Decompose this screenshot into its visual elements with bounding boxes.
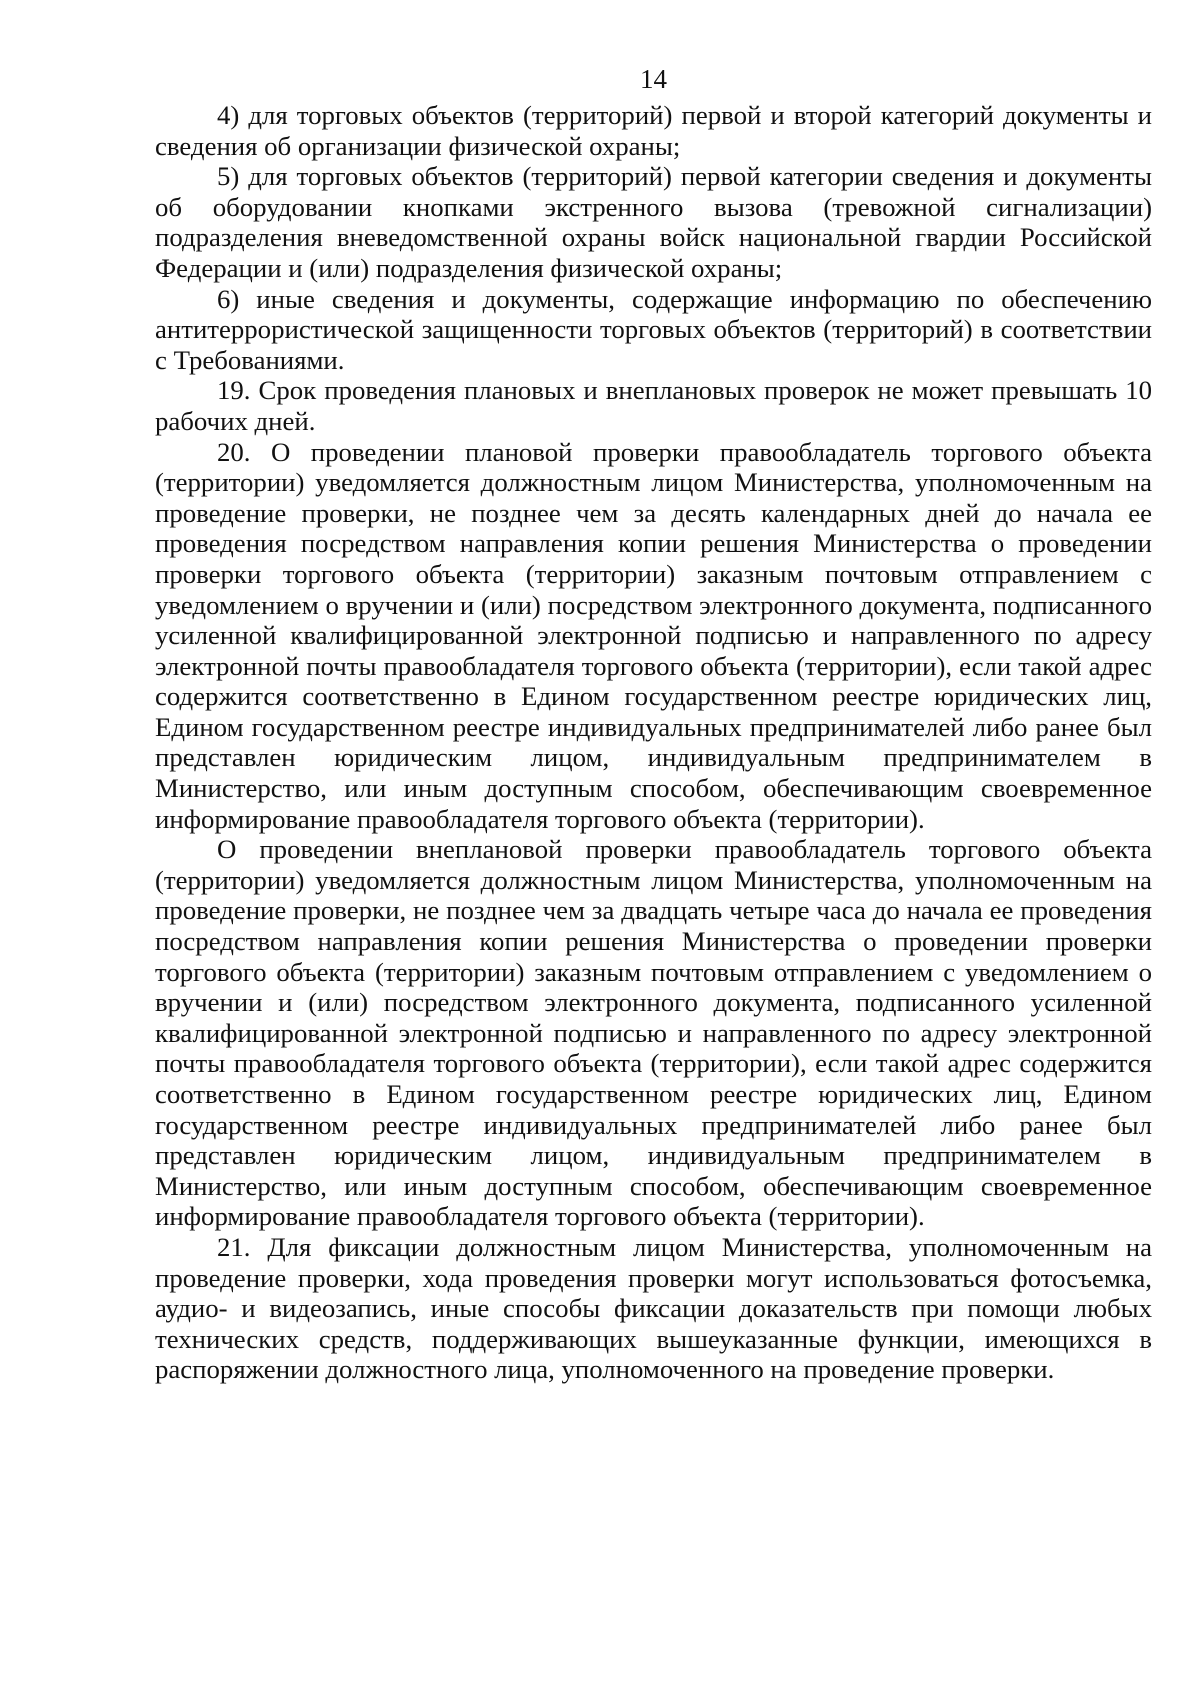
paragraph-unscheduled-inspection: О проведении внеплановой проверки правообладатель торгового объекта (территории) уведомляется должностным лицом Министерства, уполномоченным на проведение проверки, не позднее чем за двадцать четыре часа до начала ее проведения посредством направления копии решения Министерства о проведении проверки торгового объекта (территории) заказным почтовым отправлением с уведомлением о вручении и (или) посредством электронного документа, подписанного усиленной квалифицированной электронной подписью и направленного по адресу электронной почты правообладателя торгового объекта (территории), если такой адрес содержится соответственно в Едином государственном реестре юридических лиц, Едином государственном реестре индивидуальных предпринимателей либо ранее был представлен юридическим лицом, индивидуальным предпринимателем в Министерство, или иным доступным способом, обеспечивающим своевременное информирование правообладателя торгового объекта (территории). [155,834,1152,1232]
document-body [155,100,1152,1385]
page-number: 14 [640,64,667,94]
paragraph-clause-21: 21. Для фиксации должностным лицом Министерства, уполномоченным на проведение проверки, хода проведения проверки могут использоваться фотосъемка, аудио- и видеозапись, иные способы фиксации доказательств при помощи любых технических средств, поддерживающих вышеуказанные функции, имеющихся в распоряжении должностного лица, уполномоченного на проведение проверки. [155,1231,1152,1385]
paragraph-item-6: 6) иные сведения и документы, содержащие информацию по обеспечению антитеррористической защищенности торговых объектов (территорий) в соответствии с Требованиями. [155,283,1152,375]
paragraph-item-5: 5) для торговых объектов (территорий) первой категории сведения и документы об оборудовании кнопками экстренного вызова (тревожной сигнализации) подразделения вневедомственной охраны войск национальной гвардии Российской Федерации и (или) подразделения физической охраны; [155,161,1152,283]
paragraph-item-4: 4) для торговых объектов (территорий) первой и второй категорий документы и сведения об организации физической охраны; [155,100,1152,161]
paragraph-clause-20: 20. О проведении плановой проверки правообладатель торгового объекта (территории) уведомляется должностным лицом Министерства, уполномоченным на проведение проверки, не позднее чем за десять календарных дней до начала ее проведения посредством направления копии решения Министерства о проведении проверки торгового объекта (территории) заказным почтовым отправлением с уведомлением о вручении и (или) посредством электронного документа, подписанного усиленной квалифицированной электронной подписью и направленного по адресу электронной почты правообладателя торгового объекта (территории), если такой адрес содержится соответственно в Едином государственном реестре юридических лиц, Едином государственном реестре индивидуальных предпринимателей либо ранее был представлен юридическим лицом, индивидуальным предпринимателем в Министерство, или иным доступным способом, обеспечивающим своевременное информирование правообладателя торгового объекта (территории). [155,436,1152,834]
paragraph-clause-19: 19. Срок проведения плановых и внеплановых проверок не может превышать 10 рабочих дней. [155,375,1152,436]
